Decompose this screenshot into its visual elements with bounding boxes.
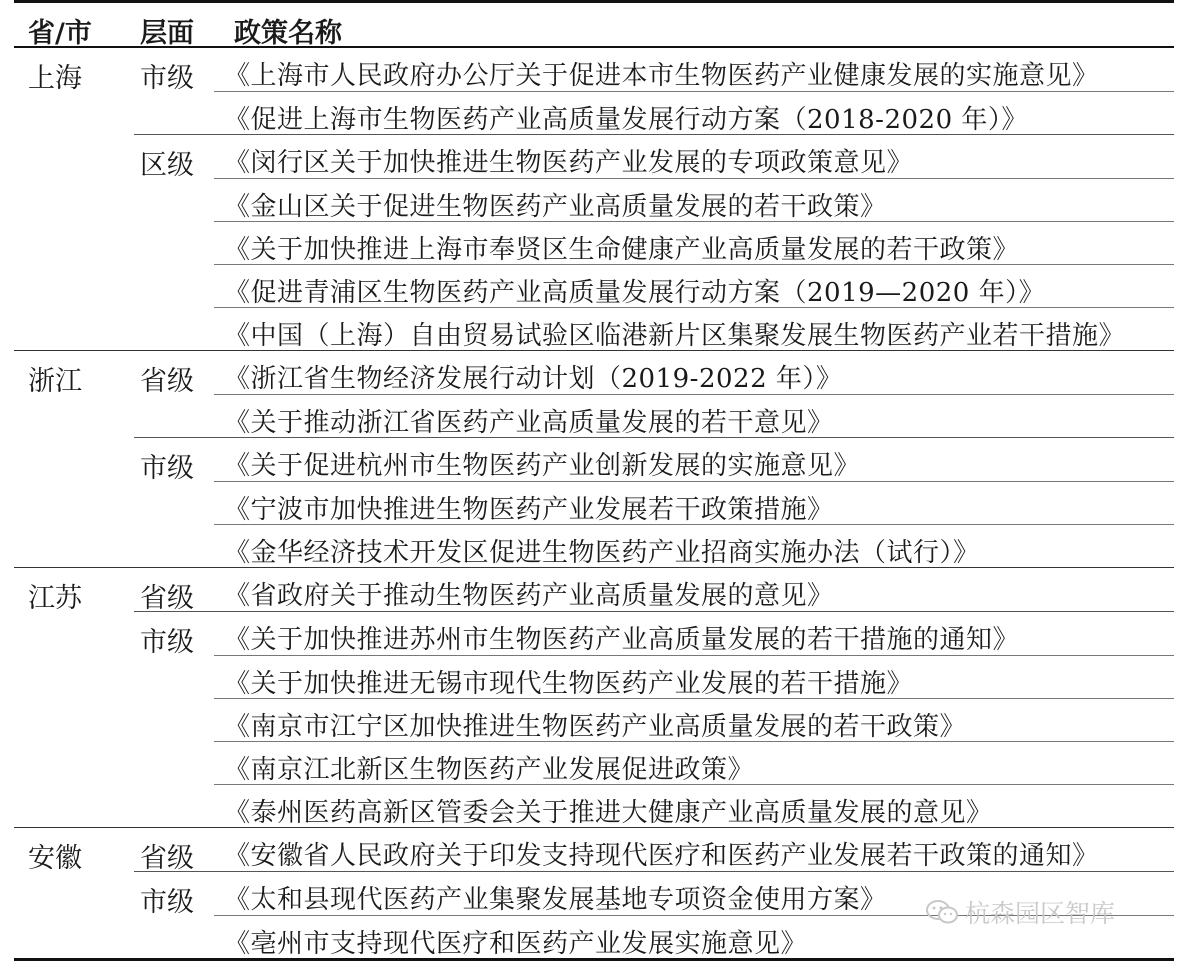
province-cell: 江苏 xyxy=(28,583,82,614)
table-row xyxy=(14,351,1174,394)
policy-name-cell: 《关于加快推进苏州市生物医药产业高质量发展的若干措施的通知》 xyxy=(224,625,1020,655)
level-cell: 区级 xyxy=(140,150,194,181)
policy-name-cell: 《浙江省生物经济发展行动计划（2019-2022 年）》 xyxy=(224,364,843,394)
table-row xyxy=(14,828,1174,871)
level-cell: 市级 xyxy=(140,627,194,658)
table-row xyxy=(134,135,1174,178)
province-group xyxy=(14,48,1174,350)
header-province: 省/市 xyxy=(28,18,92,49)
table-row xyxy=(14,48,1174,91)
wechat-icon xyxy=(925,898,959,926)
watermark-text: 杭森园区智库 xyxy=(965,899,1116,928)
header-level: 层面 xyxy=(140,18,194,49)
level-group xyxy=(14,828,1174,874)
policy-name-cell: 《南京江北新区生物医药产业发展促进政策》 xyxy=(224,755,755,785)
table-row xyxy=(214,655,1174,698)
level-cell: 省级 xyxy=(140,583,194,614)
level-group xyxy=(14,568,1174,614)
header-policy: 政策名称 xyxy=(234,18,342,49)
province-group xyxy=(14,567,1174,827)
table-row xyxy=(214,524,1174,567)
table-row xyxy=(214,221,1174,264)
level-cell: 市级 xyxy=(140,453,194,484)
table-row xyxy=(214,698,1174,741)
table-row xyxy=(214,91,1174,134)
policy-name-cell: 《亳州市支持现代医疗和医药产业发展实施意见》 xyxy=(224,929,808,959)
table-row xyxy=(214,264,1174,307)
level-group xyxy=(14,48,1174,134)
table-row xyxy=(134,612,1174,655)
policy-name-cell: 《金华经济技术开发区促进生物医药产业招商实施办法（试行）》 xyxy=(224,538,980,568)
policy-name-cell: 《南京市江宁区加快推进生物医药产业高质量发展的若干政策》 xyxy=(224,712,967,742)
policy-name-cell: 《关于加快推进无锡市现代生物医药产业发展的若干措施》 xyxy=(224,669,914,699)
table-row xyxy=(14,568,1174,611)
province-cell: 上海 xyxy=(28,63,82,94)
watermark xyxy=(925,894,1115,930)
level-cell: 省级 xyxy=(140,366,194,397)
province-cell: 浙江 xyxy=(28,366,82,397)
policy-name-cell: 《上海市人民政府办公厅关于促进本市生物医药产业健康发展的实施意见》 xyxy=(224,61,1099,91)
table-row xyxy=(214,784,1174,827)
table-body xyxy=(14,48,1174,961)
level-cell: 市级 xyxy=(140,887,194,918)
level-group xyxy=(134,611,1174,827)
level-group xyxy=(134,134,1174,350)
province-group xyxy=(14,350,1174,567)
policy-name-cell: 《太和县现代医药产业集聚发展基地专项资金使用方案》 xyxy=(224,885,887,915)
policy-name-cell: 《省政府关于推动生物医药产业高质量发展的意见》 xyxy=(224,581,834,611)
level-cell: 市级 xyxy=(140,63,194,94)
table-row xyxy=(134,438,1174,481)
policy-name-cell: 《安徽省人民政府关于印发支持现代医疗和医药产业发展若干政策的通知》 xyxy=(224,841,1099,871)
policy-name-cell: 《促进上海市生物医药产业高质量发展行动方案（2018-2020 年）》 xyxy=(224,105,1028,135)
province-cell: 安徽 xyxy=(28,843,82,874)
table-row xyxy=(214,394,1174,437)
level-group xyxy=(14,351,1174,437)
policy-name-cell: 《宁波市加快推进生物医药产业发展若干政策措施》 xyxy=(224,495,834,525)
table-row xyxy=(214,307,1174,350)
policy-name-cell: 《关于促进杭州市生物医药产业创新发展的实施意见》 xyxy=(224,451,861,481)
level-cell: 省级 xyxy=(140,843,194,874)
table-row xyxy=(214,481,1174,524)
policy-name-cell: 《泰州医药高新区管委会关于推进大健康产业高质量发展的意见》 xyxy=(224,798,993,828)
policy-name-cell: 《关于加快推进上海市奉贤区生命健康产业高质量发展的若干政策》 xyxy=(224,235,1020,265)
policy-table xyxy=(14,0,1174,961)
table-header xyxy=(14,0,1174,48)
policy-name-cell: 《金山区关于促进生物医药产业高质量发展的若干政策》 xyxy=(224,192,887,222)
policy-name-cell: 《促进青浦区生物医药产业高质量发展行动方案（2019—2020 年）》 xyxy=(224,278,1046,308)
policy-name-cell: 《关于推动浙江省医药产业高质量发展的若干意见》 xyxy=(224,408,834,438)
policy-name-cell: 《中国（上海）自由贸易试验区临港新片区集聚发展生物医药产业若干措施》 xyxy=(224,321,1126,351)
level-group xyxy=(134,437,1174,567)
table-row xyxy=(214,178,1174,221)
table-row xyxy=(214,741,1174,784)
policy-name-cell: 《闵行区关于加快推进生物医药产业发展的专项政策意见》 xyxy=(224,148,914,178)
